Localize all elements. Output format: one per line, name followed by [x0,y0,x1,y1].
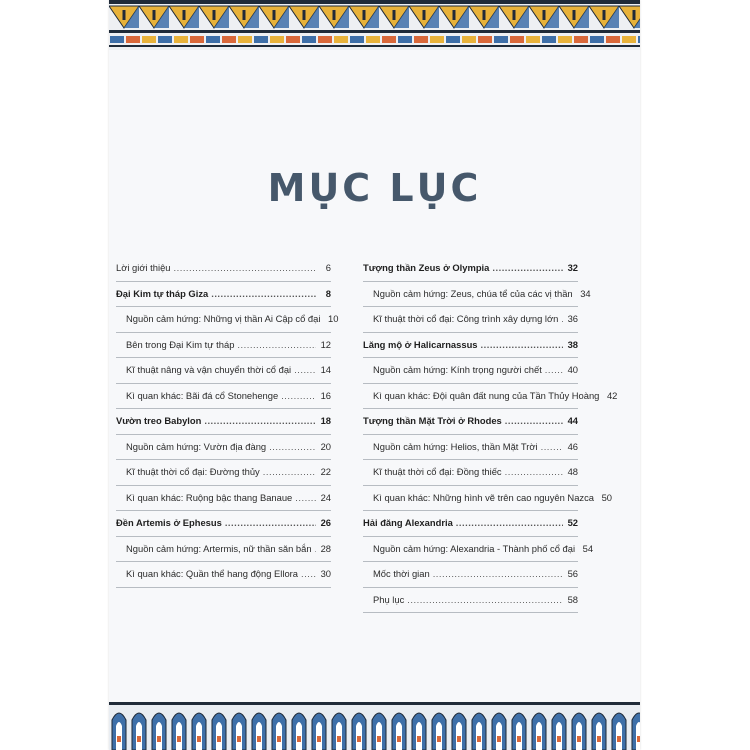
toc-entry-title: Kì quan khác: Những hình vẽ trên cao nguyên Nazca [373,491,594,503]
toc-entry-title: Đại Kim tự tháp Giza [116,287,209,299]
toc-dot-leader [295,486,316,511]
toc-entry[interactable] [363,588,578,614]
border-ornament [537,736,541,742]
toc-entry[interactable] [116,537,331,563]
border-block [238,36,252,43]
toc-section-entry[interactable] [363,511,578,537]
toc-page-number: 26 [320,517,331,528]
border-ornament [437,736,441,742]
toc-entry-title: Tượng thần Zeus ở Olympia [363,262,490,273]
border-ornament [183,10,186,20]
toc-entry-title: Kĩ thuật thời cổ đại: Đường thủy [126,466,260,477]
toc-entry-title: Mốc thời gian [373,568,430,579]
toc-page-number: 22 [320,466,331,477]
toc-entry[interactable] [116,358,331,384]
toc-entry-title: Bên trong Đại Kim tự tháp [126,338,235,350]
toc-dot-leader [545,358,563,383]
toc-entry[interactable] [116,486,331,512]
toc-entry[interactable] [363,307,578,333]
toc-entry-title: Lời giới thiệu [116,262,171,273]
border-block [254,36,268,43]
border-block [334,36,348,43]
toc-entry-title: Vườn treo Babylon [116,415,202,426]
border-ornament [603,10,606,20]
toc-section-entry[interactable] [363,409,578,435]
border-block [382,36,396,43]
toc-dot-leader [301,562,316,587]
border-ornament [423,10,426,20]
toc-entry-title: Nguồn cảm hứng: Alexandria - Thành phố cổ đại [373,542,576,554]
border-ornament [517,736,521,742]
border-ornament [153,10,156,20]
toc-page-number: 48 [567,466,578,477]
toc-page-number: 18 [320,415,331,426]
border-ornament [297,736,301,742]
toc-section-entry[interactable] [116,409,331,435]
border-block [142,36,156,43]
toc-dot-leader [204,409,316,434]
toc-entry[interactable] [116,460,331,486]
toc-entry[interactable] [363,282,591,308]
toc-section-entry[interactable] [116,511,331,537]
border-ornament [617,736,621,742]
border-block [574,36,588,43]
toc-dot-leader [561,307,563,332]
border-ornament [577,736,581,742]
toc-dot-leader [225,511,316,536]
toc-entry-title: Kĩ thuật thời cổ đại: Đồng thiếc [373,466,502,477]
toc-page-number: 20 [320,440,331,452]
border-rule [109,0,640,4]
book-page [109,0,640,750]
border-ornament [457,736,461,742]
border-ornament [257,736,261,742]
toc-page-number: 56 [567,568,578,579]
toc-page-number: 34 [580,287,591,299]
border-block [158,36,172,43]
border-ornament [123,10,126,20]
border-ornament [117,736,121,742]
border-block [446,36,460,43]
toc-dot-leader [237,333,316,358]
border-ornament [513,10,516,20]
border-ornament [217,736,221,742]
border-block [622,36,636,43]
toc-page-number: 6 [325,262,331,273]
toc-entry[interactable] [116,435,331,461]
toc-dot-leader [315,537,316,562]
toc-page-number: 42 [606,389,618,401]
toc-entry-title: Nguồn cảm hứng: Zeus, chúa tể của các vị thần [373,287,573,299]
toc-entry-title: Hải đăng Alexandria [363,517,453,528]
border-block [542,36,556,43]
border-rule [109,30,640,33]
border-block [430,36,444,43]
border-rule [109,702,640,705]
toc-page-number: 14 [320,364,331,375]
toc-page-number: 44 [567,415,578,426]
border-block [462,36,476,43]
toc-page-number: 16 [320,389,331,401]
toc-dot-leader [541,435,563,460]
border-block [206,36,220,43]
decorative-border-bottom [109,702,640,750]
toc-dot-leader [481,333,563,358]
border-ornament [483,10,486,20]
toc-dot-leader [281,384,316,409]
toc-entry-title: Nguồn cảm hứng: Vườn địa đàng [126,440,267,452]
toc-entry[interactable] [116,307,339,333]
toc-entry-title: Kĩ thuật nâng và vận chuyển thời cổ đại [126,364,292,375]
toc-entry[interactable] [363,460,578,486]
border-block [638,36,640,43]
toc-entry[interactable] [363,384,618,410]
toc-entry[interactable] [116,384,331,410]
border-block [558,36,572,43]
border-block [286,36,300,43]
border-ornament [243,10,246,20]
border-block [494,36,508,43]
border-block [302,36,316,43]
border-block [478,36,492,43]
border-block [414,36,428,43]
border-ornament [573,10,576,20]
border-rule [109,45,640,47]
toc-page-number: 24 [320,491,331,503]
toc-page-number: 28 [320,542,331,554]
border-ornament [633,10,636,20]
toc-dot-leader [505,460,563,485]
border-ornament [497,736,501,742]
border-block [606,36,620,43]
toc-entry[interactable] [363,562,578,588]
toc-page-number: 38 [567,338,578,350]
toc-entry[interactable] [116,333,331,359]
border-ornament [453,10,456,20]
toc-dot-leader [433,562,563,587]
toc-entry-title: Nguồn cảm hứng: Artermis, nữ thần săn bắn [126,542,312,554]
border-ornament [597,736,601,742]
border-ornament [137,736,141,742]
border-ornament [277,736,281,742]
border-ornament [543,10,546,20]
toc-dot-leader [211,282,316,307]
toc-entry-title: Tượng thần Mặt Trời ở Rhodes [363,415,502,426]
border-block [526,36,540,43]
toc-entry-title: Nguồn cảm hứng: Helios, thần Mặt Trời [373,440,538,452]
border-block [126,36,140,43]
toc-entry-title: Nguồn cảm hứng: Những vị thần Ai Cập cổ đại [126,313,321,324]
toc-dot-leader [492,256,563,281]
border-block [110,36,124,43]
border-block [318,36,332,43]
toc-page-number: 32 [567,262,578,273]
decorative-border-top [109,0,640,50]
border-ornament [177,736,181,742]
toc-entry-title: Lăng mộ ở Halicarnassus [363,338,478,350]
toc-page-number: 54 [582,542,594,554]
border-block [222,36,236,43]
toc-left-column [116,256,339,588]
border-block [366,36,380,43]
border-block [350,36,364,43]
toc-entry-title: Kì quan khác: Quần thể hang động Ellora [126,568,299,579]
border-ornament [397,736,401,742]
border-ornament [157,736,161,742]
border-ornament [273,10,276,20]
toc-page-number: 52 [567,517,578,528]
border-ornament [477,736,481,742]
border-ornament [393,10,396,20]
toc-page-number: 58 [567,593,578,605]
border-block [510,36,524,43]
toc-page-number: 50 [601,491,612,503]
border-ornament [363,10,366,20]
toc-entry-title: Nguồn cảm hứng: Kính trọng người chết [373,364,542,375]
toc-dot-leader [263,460,316,485]
toc-section-entry[interactable] [116,282,331,308]
border-ornament [237,736,241,742]
toc-entry-title: Kì quan khác: Bãi đá cổ Stonehenge [126,389,279,401]
border-ornament [333,10,336,20]
toc-dot-leader [174,256,316,281]
toc-dot-leader [269,435,316,460]
toc-entry-title: Kĩ thuật thời cổ đại: Công trình xây dựng lớn [373,313,559,324]
toc-dot-leader [456,511,563,536]
toc-section-entry[interactable] [363,256,578,282]
toc-entry[interactable] [363,435,578,461]
border-ornament [417,736,421,742]
border-ornament [197,736,201,742]
toc-page-number: 36 [567,313,578,324]
border-block [190,36,204,43]
toc-entry[interactable] [363,358,578,384]
toc-section-entry[interactable] [363,333,578,359]
toc-page-number: 8 [325,287,331,299]
toc-entry-title: Kì quan khác: Đội quân đất nung của Tần Thủy Hoàng [373,389,600,401]
page-title: MỤC LỤC [267,166,482,210]
toc-entry-title: Đền Artemis ở Ephesus [116,517,222,528]
border-block [398,36,412,43]
border-ornament [357,736,361,742]
toc-page-number: 46 [567,440,578,452]
border-ornament [213,10,216,20]
border-block [174,36,188,43]
border-ornament [317,736,321,742]
toc-page-number: 12 [320,338,331,350]
toc-entry[interactable] [116,256,331,282]
toc-page-number: 40 [567,364,578,375]
border-block [590,36,604,43]
border-ornament [337,736,341,742]
toc-entry[interactable] [363,537,594,563]
toc-entry-title: Kì quan khác: Ruộng bậc thang Banaue [126,491,293,503]
toc-entry[interactable] [116,562,331,588]
toc-dot-leader [294,358,316,383]
border-ornament [377,736,381,742]
toc-right-column [363,256,618,613]
border-ornament [637,736,640,742]
toc-dot-leader [407,588,563,613]
toc-page-number: 30 [320,568,331,579]
toc-page-number: 10 [328,313,339,324]
border-ornament [557,736,561,742]
toc-dot-leader [505,409,563,434]
border-block [270,36,284,43]
toc-entry-title: Phụ lục [373,593,405,605]
toc-entry[interactable] [363,486,612,512]
border-ornament [303,10,306,20]
